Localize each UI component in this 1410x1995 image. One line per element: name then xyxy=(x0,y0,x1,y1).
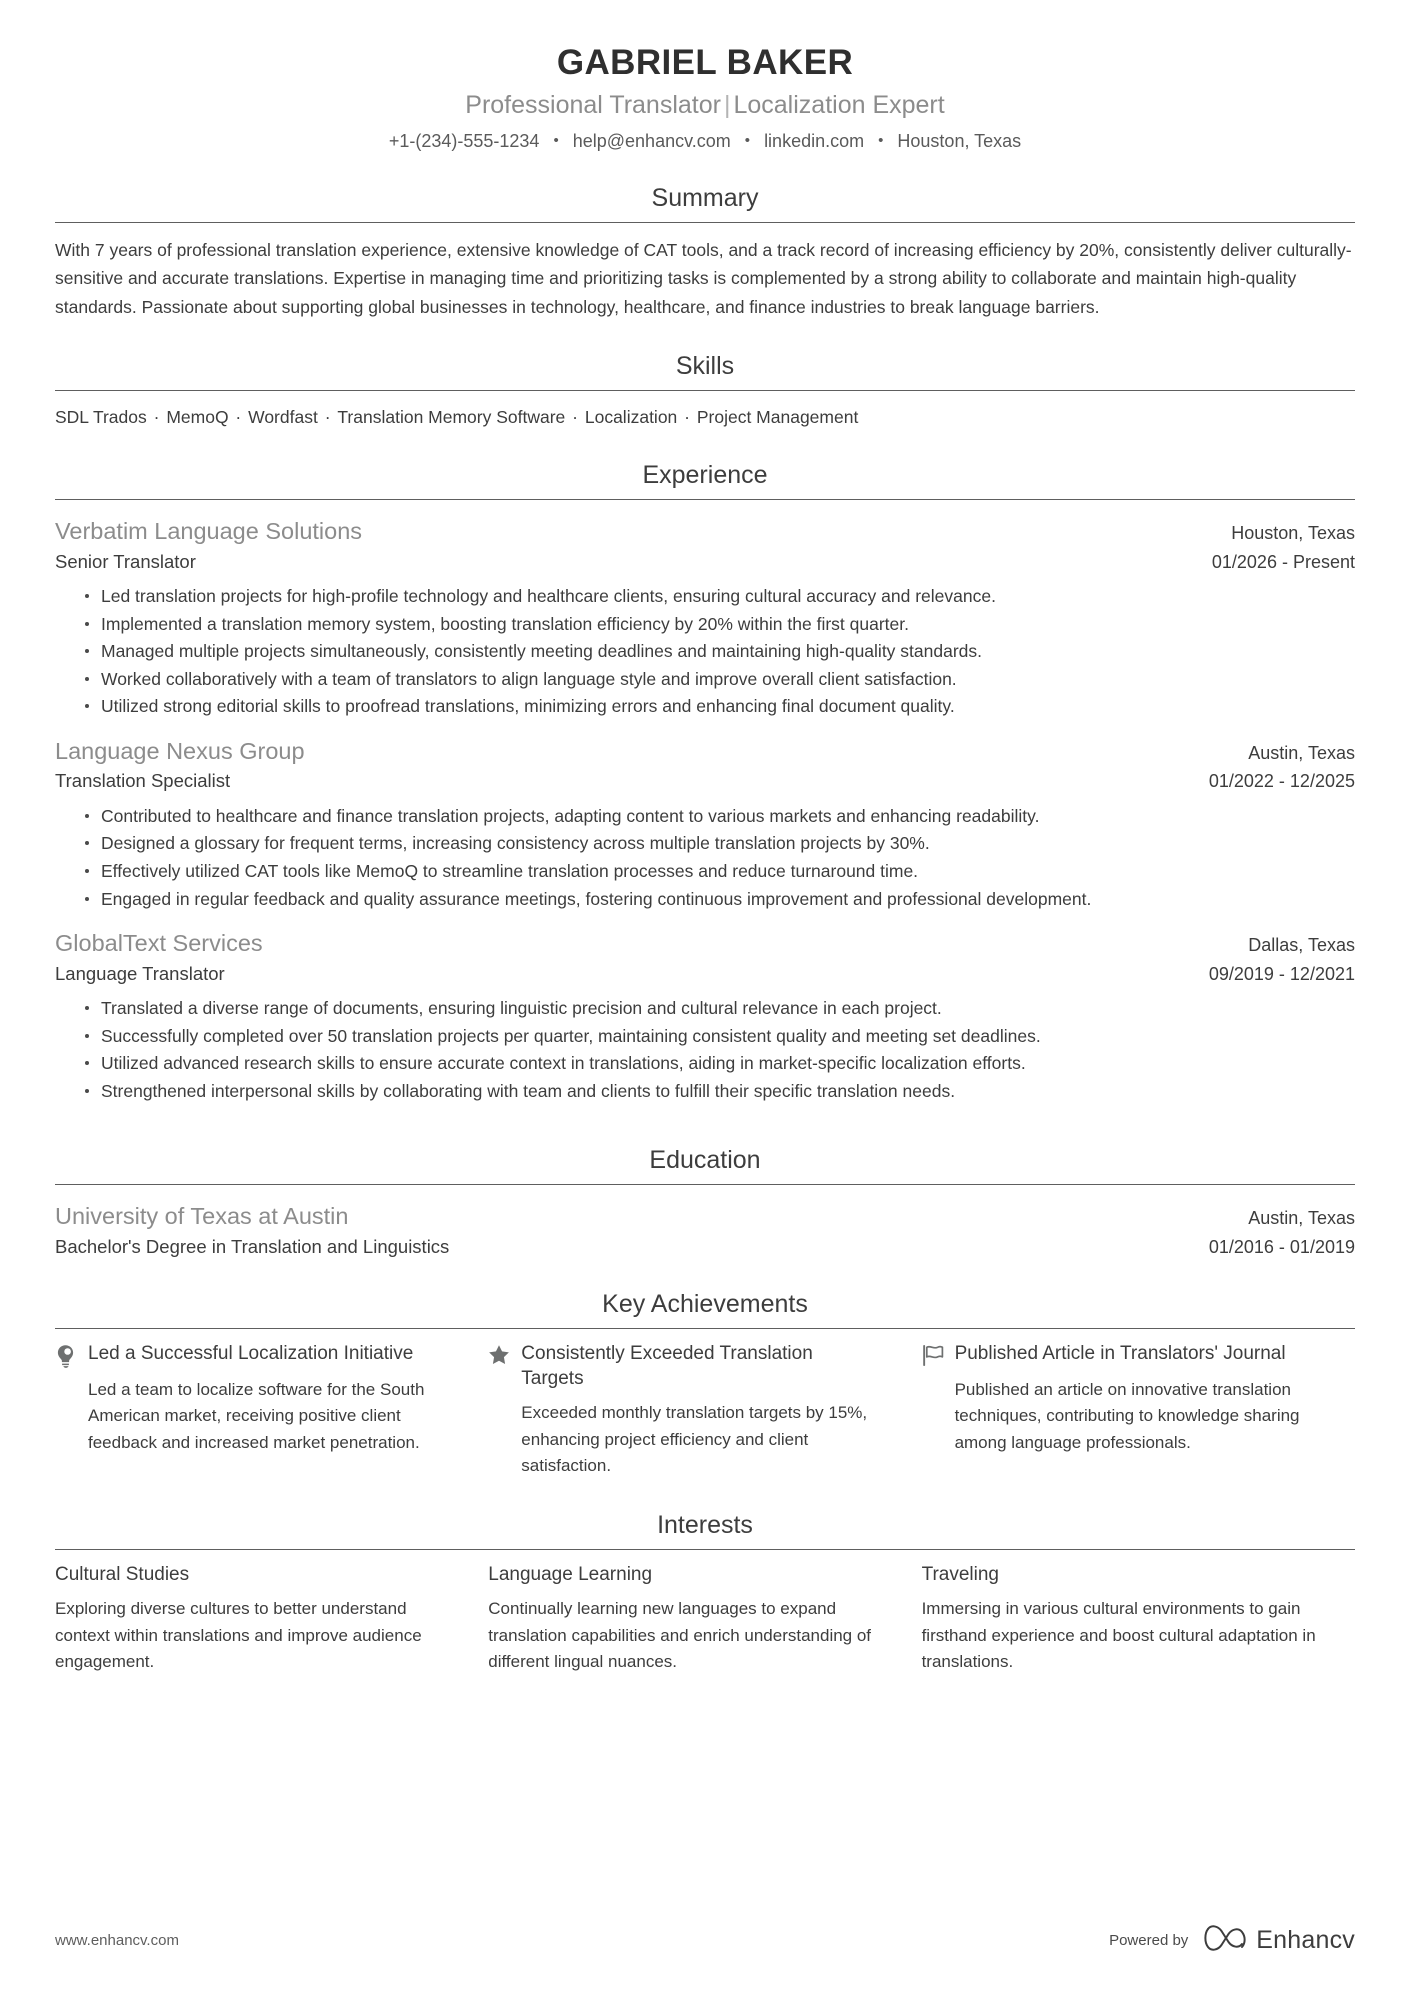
enhancv-brand-name: Enhancv xyxy=(1256,1926,1355,1954)
footer-website-link[interactable]: www.enhancv.com xyxy=(55,1932,179,1949)
achievement-item xyxy=(55,1342,488,1479)
section-interests xyxy=(55,1510,1355,1676)
achievement-description: Led a team to localize software for the South American market, receiving positive client feedback and increased market penetration. xyxy=(88,1380,425,1452)
interest-title: Cultural Studies xyxy=(55,1563,190,1585)
experience-entry xyxy=(55,929,1355,1104)
header-title-separator: | xyxy=(723,91,731,120)
enhancv-brand xyxy=(1204,1924,1355,1957)
education-entry-subheader xyxy=(55,1235,1355,1259)
education-entry xyxy=(55,1202,1355,1259)
skill-separator: · xyxy=(679,407,695,428)
experience-role: Senior Translator xyxy=(55,550,196,572)
experience-entry-header xyxy=(55,517,1355,546)
experience-entry xyxy=(55,737,1355,912)
experience-organization: Language Nexus Group xyxy=(55,738,305,765)
experience-entries xyxy=(55,517,1355,1104)
skills-list xyxy=(55,404,1355,430)
footer-powered-by-label: Powered by xyxy=(1109,1932,1189,1949)
contact-separator-dot: • xyxy=(878,132,884,150)
achievement-header xyxy=(488,1342,875,1391)
experience-bullet: Contributed to healthcare and finance translation projects, adapting content to various markets and enhancing readability. xyxy=(85,803,1355,830)
skill-separator: · xyxy=(567,407,583,428)
section-divider xyxy=(55,1549,1355,1550)
achievement-item xyxy=(922,1342,1355,1479)
experience-bullet-list xyxy=(55,995,1355,1104)
education-degree: Bachelor's Degree in Translation and Linguistics xyxy=(55,1235,450,1257)
header-contacts xyxy=(55,130,1355,153)
section-title-experience: Experience xyxy=(642,461,768,490)
skill-separator: · xyxy=(148,407,165,428)
contact-phone: +1-(234)-555-1234 xyxy=(388,131,540,152)
skill-item: MemoQ xyxy=(166,407,229,428)
section-title-education: Education xyxy=(649,1146,761,1175)
interest-description: Exploring diverse cultures to better understand context within translations and improve audience engagement. xyxy=(55,1599,422,1671)
section-experience xyxy=(55,460,1355,1104)
section-key-achievements xyxy=(55,1289,1355,1479)
skill-item: Localization xyxy=(584,407,678,428)
experience-dates: 01/2022 - 12/2025 xyxy=(1208,771,1355,792)
achievement-title: Led a Successful Localization Initiative xyxy=(88,1343,414,1365)
section-title-interests: Interests xyxy=(657,1510,753,1539)
skill-item: Wordfast xyxy=(248,407,318,428)
achievement-columns xyxy=(55,1342,1355,1479)
section-divider xyxy=(55,499,1355,500)
experience-organization: GlobalText Services xyxy=(55,930,263,957)
section-skills xyxy=(55,351,1355,430)
section-divider xyxy=(55,222,1355,223)
contact-linkedin[interactable]: linkedin.com xyxy=(764,131,865,152)
experience-bullet: Translated a diverse range of documents, ensuring linguistic precision and cultural relevance in each project. xyxy=(85,995,1355,1022)
interest-description: Continually learning new languages to expand translation capabilities and enrich understanding of different lingual nuances. xyxy=(488,1599,872,1671)
summary-text: With 7 years of professional translation experience, extensive knowledge of CAT tools, and a track record of increasing efficiency by 20%, consistently deliver culturally-sensitive and accurate translations. Expertise in managing time and prioritizing tasks is complemented by a strong ability to collaborate and maintain high-quality standards. Passionate about supporting global businesses in technology, healthcare, and finance industries to break language barriers. xyxy=(55,240,1352,317)
section-divider xyxy=(55,1328,1355,1329)
header-title-right: Localization Expert xyxy=(733,91,945,120)
education-dates: 01/2016 - 01/2019 xyxy=(1208,1236,1355,1257)
skill-separator: · xyxy=(230,407,247,428)
header-subtitle xyxy=(55,90,1355,120)
experience-entry-subheader xyxy=(55,769,1355,793)
experience-bullet: Successfully completed over 50 translation projects per quarter, maintaining consistent quality and meeting set deadlines. xyxy=(85,1023,1355,1050)
section-title-skills: Skills xyxy=(675,352,735,381)
experience-entry-header xyxy=(55,929,1355,958)
skill-item: Translation Memory Software xyxy=(337,407,566,428)
contact-location: Houston, Texas xyxy=(897,131,1022,152)
experience-bullet: Managed multiple projects simultaneously, consistently meeting deadlines and maintaining high-quality standards. xyxy=(85,638,1355,665)
resume-header xyxy=(55,0,1355,153)
experience-entry-subheader xyxy=(55,962,1355,986)
interest-item xyxy=(488,1563,921,1676)
experience-role: Language Translator xyxy=(55,962,225,984)
experience-entry-subheader xyxy=(55,550,1355,574)
experience-location: Houston, Texas xyxy=(1231,523,1355,544)
section-divider xyxy=(55,390,1355,391)
achievement-header xyxy=(922,1342,1355,1368)
achievement-description: Published an article on innovative translation techniques, contributing to knowledge sharing among language professionals. xyxy=(954,1380,1300,1452)
achievement-title: Consistently Exceeded Translation Targets xyxy=(521,1343,813,1389)
contact-separator-dot: • xyxy=(744,132,751,150)
skill-item: SDL Trados xyxy=(55,407,147,428)
skill-separator: · xyxy=(319,407,336,428)
section-education xyxy=(55,1145,1355,1259)
achievement-description: Exceeded monthly translation targets by 15%, enhancing project efficiency and client satisfaction. xyxy=(521,1403,868,1476)
enhancv-logo-icon xyxy=(1204,1924,1246,1957)
education-entry-header xyxy=(55,1202,1355,1231)
education-institution: University of Texas at Austin xyxy=(55,1203,349,1230)
page-footer xyxy=(55,1924,1355,1957)
header-title-left: Professional Translator xyxy=(465,91,721,120)
page-title: GABRIEL BAKER xyxy=(556,43,854,82)
experience-bullet: Utilized advanced research skills to ensure accurate context in translations, aiding in market-specific localization efforts. xyxy=(85,1050,1355,1077)
experience-organization: Verbatim Language Solutions xyxy=(55,518,363,545)
experience-entry-header xyxy=(55,737,1355,766)
interest-title: Language Learning xyxy=(488,1563,653,1585)
experience-bullet: Worked collaboratively with a team of translators to align language style and improve overall client satisfaction. xyxy=(85,666,1355,693)
experience-bullet-list xyxy=(55,803,1355,912)
achievement-title: Published Article in Translators' Journal xyxy=(954,1343,1286,1365)
section-divider xyxy=(55,1184,1355,1185)
footer-brand-area xyxy=(1109,1924,1355,1957)
lightbulb-icon xyxy=(55,1344,77,1368)
contact-email[interactable]: help@enhancv.com xyxy=(572,131,731,152)
experience-bullet: Utilized strong editorial skills to proofread translations, minimizing errors and enhancing final document quality. xyxy=(85,693,1355,720)
achievement-header xyxy=(55,1342,442,1368)
experience-location: Austin, Texas xyxy=(1248,743,1355,764)
star-icon xyxy=(488,1344,510,1368)
section-title-summary: Summary xyxy=(651,184,759,213)
experience-bullet: Designed a glossary for frequent terms, increasing consistency across multiple translation projects by 30%. xyxy=(85,830,1355,857)
education-location: Austin, Texas xyxy=(1248,1208,1355,1229)
interest-item xyxy=(922,1563,1355,1676)
contact-separator-dot: • xyxy=(553,132,559,150)
experience-entry xyxy=(55,517,1355,720)
flag-icon xyxy=(922,1344,944,1368)
achievement-item xyxy=(488,1342,921,1479)
section-summary xyxy=(55,183,1355,321)
experience-bullet: Implemented a translation memory system, boosting translation efficiency by 20% within the first quarter. xyxy=(85,611,1355,638)
experience-bullet: Strengthened interpersonal skills by collaborating with team and clients to fulfill their specific translation needs. xyxy=(85,1078,1355,1105)
education-entries xyxy=(55,1202,1355,1259)
experience-dates: 09/2019 - 12/2021 xyxy=(1208,963,1355,984)
skill-item: Project Management xyxy=(696,407,859,428)
interest-columns xyxy=(55,1563,1355,1676)
interest-title: Traveling xyxy=(921,1563,1000,1585)
experience-bullet: Effectively utilized CAT tools like MemoQ to streamline translation processes and reduce turnaround time. xyxy=(85,858,1355,885)
experience-role: Translation Specialist xyxy=(55,770,231,792)
interest-description: Immersing in various cultural environments to gain firsthand experience and boost cultural adaptation in translations. xyxy=(921,1599,1316,1671)
experience-bullet: Led translation projects for high-profile technology and healthcare clients, ensuring cultural accuracy and relevance. xyxy=(85,583,1355,610)
experience-bullet-list xyxy=(55,583,1355,720)
experience-bullet: Engaged in regular feedback and quality assurance meetings, fostering continuous improvement and professional development. xyxy=(85,886,1355,913)
interest-item xyxy=(55,1563,488,1676)
experience-location: Dallas, Texas xyxy=(1248,935,1355,956)
section-title-key-achievements: Key Achievements xyxy=(602,1290,808,1319)
experience-dates: 01/2026 - Present xyxy=(1211,551,1355,572)
